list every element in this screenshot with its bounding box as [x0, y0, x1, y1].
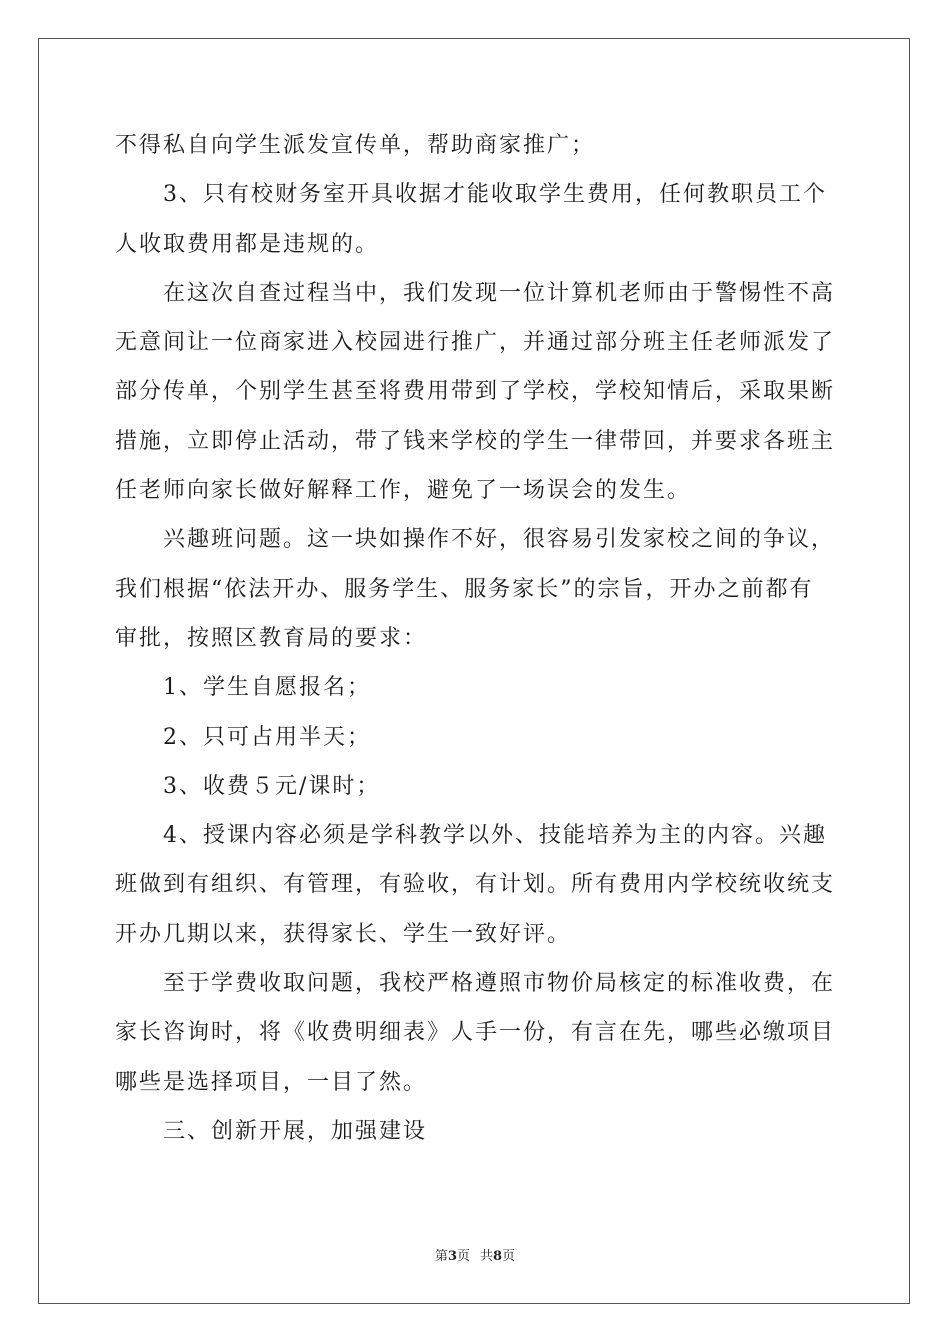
text-line: 4、授课内容必须是学科教学以外、技能培养为主的内容。兴趣: [163, 823, 827, 849]
text-line: 3、只有校财务室开具收据才能收取学生费用，任何教职员工个: [163, 182, 827, 208]
text-line: 2、只可占用半天；: [163, 724, 371, 750]
page-prefix: 第: [434, 1249, 448, 1264]
document-body: [115, 121, 835, 1156]
text-line: 开办几期以来，获得家长、学生一致好评。: [115, 921, 572, 947]
text-line: 无意间让一位商家进入校园进行推广，并通过部分班主任老师派发了: [115, 330, 835, 356]
current-page-number: 3: [447, 1249, 457, 1264]
text-line: 部分传单，个别学生甚至将费用带到了学校，学校知情后，采取果断: [115, 379, 835, 405]
text-line: 班做到有组织、有管理，有验收，有计划。所有费用内学校统收统支: [115, 872, 835, 898]
text-line: 人收取费用都是违规的。: [115, 231, 380, 257]
text-line: 任老师向家长做好解释工作，避免了一场误会的发生。: [115, 478, 692, 504]
page-footer: [0, 1245, 950, 1264]
text-line: 措施，立即停止活动，带了钱来学校的学生一律带回，并要求各班主: [115, 428, 835, 454]
text-line: 审批，按照区教育局的要求：: [115, 625, 428, 651]
text-line: 哪些是选择项目，一目了然。: [115, 1069, 428, 1095]
text-line: 1、学生自愿报名；: [163, 675, 371, 701]
text-line: 三、创新开展，加强建设: [163, 1118, 428, 1144]
text-line: 至于学费收取问题，我校严格遵照市物价局核定的标准收费，在: [163, 971, 835, 997]
total-suffix: 页: [502, 1249, 516, 1264]
text-line: 在这次自查过程当中，我们发现一位计算机老师由于警惕性不高: [163, 280, 835, 306]
text-line: 我们根据“依法开办、服务学生、服务家长”的宗旨，开办之前都有: [115, 576, 814, 602]
text-line: 家长咨询时，将《收费明细表》人手一份，有言在先，哪些必缴项目: [115, 1020, 835, 1046]
text-line: 3、收费５元/课时；: [163, 773, 381, 799]
page-suffix: 页: [456, 1249, 470, 1264]
text-line: 不得私自向学生派发宣传单，帮助商家推广；: [115, 133, 596, 158]
total-prefix: 共: [480, 1249, 494, 1264]
text-line: 兴趣班问题。这一块如操作不好，很容易引发家校之间的争议，: [163, 527, 835, 553]
total-page-number: 8: [493, 1249, 503, 1264]
